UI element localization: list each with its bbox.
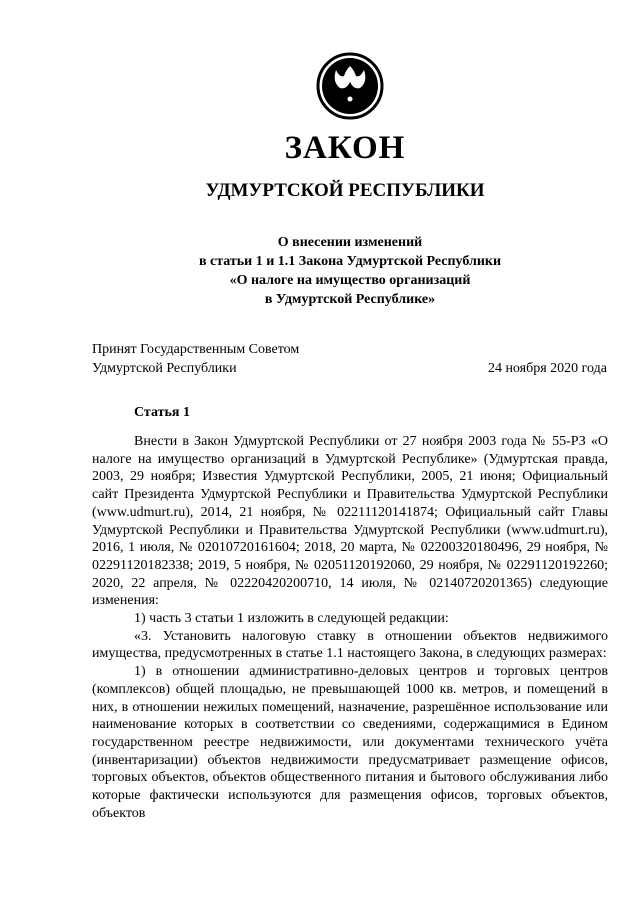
coat-of-arms-icon (316, 52, 384, 120)
adoption-line: Принят Государственным Советом (92, 342, 300, 357)
law-title: ЗАКОН (284, 130, 406, 166)
article-paragraph: Внести в Закон Удмуртской Республики от 27 ноября 2003 года № 55-РЗ «О налоге на имущество организаций в Удмуртской Республике» (Удмуртская правда, 2003, 29 ноября; Известия Удмуртской Республики, 2005, 21 июня; Официальный сайт Президента Удмуртской Республики и Правительства Удмуртской Республики (www.udmurt.ru), 2014, 21 ноября, № 02211120141874; Официальный сайт Главы Удмуртской Республики и Правительства Удмуртской Республики (www.udmurt.ru), 2016, 1 июля, № 02010720161604; 2018, 20 марта, № 02200320180496, 29 ноября, № 02291120182338; 2019, 5 ноября, № 02051120192060, 29 ноября, № 02291120192260; 2020, 22 апреля, № 02220420200710, 14 июля, № 02140720201365) следующие изменения: (92, 434, 608, 609)
adoption-line: Удмуртской Республики (92, 361, 237, 376)
article-paragraph: 1) в отношении административно-деловых центров и торговых центров (комплексов) общей площадью, не превышающей 1000 кв. метров, и помещений в них, в отношении нежилых помещений, назначение, разрешённое использование или наименование которых в соответствии со сведениями, содержащимися в Едином государственном реестре недвижимости, или документами технического учёта (инвентаризации) объектов недвижимости предусматривает размещение офисов, торговых объектов, объектов общественного питания и бытового обслуживания либо которые фактически используются для размещения офисов, торговых объектов, объектов (92, 664, 608, 821)
subject-line: в Удмуртской Республике» (264, 292, 436, 307)
article-paragraph: «3. Установить налоговую ставку в отношении объектов недвижимого имущества, предусмотренных в статье 1.1 настоящего Закона, в следующих размерах: (92, 628, 608, 662)
article-paragraph: 1) часть 3 статьи 1 изложить в следующей редакции: (134, 611, 449, 627)
adoption-date: 24 ноября 2020 года (487, 361, 607, 376)
subject-line: в статьи 1 и 1.1 Закона Удмуртской Республики (198, 254, 502, 269)
republic-subtitle: УДМУРТСКОЙ РЕСПУБЛИКИ (205, 180, 485, 201)
subject-line: О внесении изменений (277, 235, 423, 250)
adoption-statement (92, 340, 299, 378)
article-body (92, 433, 608, 822)
law-subject (150, 233, 550, 309)
article-heading: Статья 1 (134, 405, 190, 420)
subject-line: «О налоге на имущество организаций (229, 273, 471, 288)
